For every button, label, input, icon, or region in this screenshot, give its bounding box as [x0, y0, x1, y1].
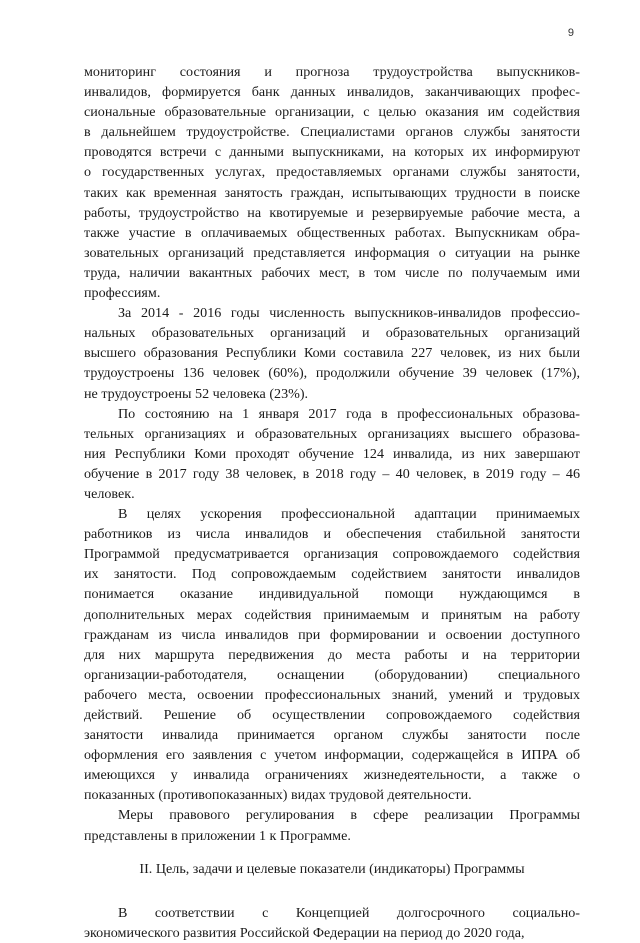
text-line: обучение в 2017 году 38 человек, в 2018 году – 40 человек, в 2019 году – 46 [84, 465, 580, 482]
text-line: не трудоустроены 52 человека (23%). [84, 385, 309, 402]
text-line: представлены в приложении 1 к Программе. [84, 827, 351, 844]
text-line: нальных образовательных организаций и образовательных организаций [84, 325, 580, 342]
text-line: В соответствии с Концепцией долгосрочного социально- [118, 904, 580, 921]
text-line: действий. Решение об осуществлении сопровождаемого содействия [84, 707, 580, 723]
text-line: экономического развития Российской Федерации на период до 2020 года, [84, 924, 525, 941]
text-line: для них маршрута передвижения до места работы и на территории [84, 646, 580, 663]
text-line: трудоустроены 136 человек (60%), продолжили обучение 39 человек (17%), [84, 365, 580, 382]
text-line: показанных (противопоказанных) видах трудовой деятельности. [84, 787, 472, 804]
text-line: рабочего места, освоении профессиональных знаний, умений и трудовых [84, 686, 580, 703]
text-line: понимается оказание индивидуальной помощи нуждающимся в [84, 586, 580, 603]
text-line: высшего образования Республики Коми составила 227 человек, из них были [84, 345, 580, 362]
page-number: 9 [567, 27, 574, 39]
text-line: труда, наличии вакантных рабочих мест, в том числе по получаемым ими [84, 264, 580, 281]
text-line: Меры правового регулирования в сфере реализации Программы [118, 807, 580, 824]
text-line: имеющихся у инвалида ограничениях жизнедеятельности, а также о [84, 767, 580, 784]
paragraph-2 [84, 303, 580, 403]
text-line: их занятости. Под сопровождаемым содействием занятости инвалидов [84, 566, 580, 583]
text-line: Программой предусматривается организация сопровождаемого содействия [84, 546, 580, 563]
text-line: зовательных организаций представляется информация о ситуации на рынке [84, 244, 580, 261]
text-line: гражданам из числа инвалидов при формировании и освоении доступного [84, 626, 580, 643]
text-line: По состоянию на 1 января 2017 года в профессиональных образова- [118, 405, 580, 422]
text-line: таких как временная занятость граждан, испытывающих трудности в поиске [84, 184, 580, 201]
text-line: мониторинг состояния и прогноза трудоустройства выпускников- [84, 64, 580, 80]
text-line: занятости инвалида принимается органом службы занятости после [84, 727, 580, 744]
text-line: профессиям. [84, 285, 161, 302]
text-line: В целях ускорения профессиональной адаптации принимаемых [118, 506, 580, 523]
text-line: о государственных услугах, предоставляемых органами службы занятости, [84, 164, 580, 181]
text-line: также участие в оплачиваемых общественных работах. Выпускникам обра- [84, 224, 580, 241]
text-line: оформления его заявления с учетом информации, содержащейся в ИПРА об [84, 747, 580, 764]
text-line: человек. [84, 485, 135, 502]
text-line: дополнительных мерах содействия принимаемым и принятым на работу [84, 606, 580, 623]
section-heading: II. Цель, задачи и целевые показатели (индикаторы) Программы [139, 860, 525, 877]
text-line: в дальнейшем трудоустройстве. Специалистами органов службы занятости [84, 124, 580, 141]
paragraph-3 [84, 404, 580, 504]
text-line: За 2014 - 2016 годы численность выпускников-инвалидов профессио- [118, 305, 580, 322]
text-line: ния Республики Коми проходят обучение 124 инвалида, из них завершают [84, 445, 580, 462]
text-line: инвалидов, формируется банк данных инвалидов, заканчивающих профес- [84, 84, 580, 101]
paragraph-4 [84, 504, 580, 805]
text-line: тельных организациях и образовательных организациях высшего образова- [84, 425, 580, 442]
heading-spacer [84, 879, 580, 903]
paragraph-5 [84, 805, 580, 845]
paragraph-1 [84, 62, 580, 303]
document-body [84, 62, 580, 943]
text-line: работы, трудоустройство на квотируемые и резервируемые рабочие места, а [84, 204, 580, 221]
text-line: сиональные образовательные организации, с целью оказания им содействия [84, 104, 580, 121]
text-line: организации-работодателя, оснащении (оборудовании) специального [84, 666, 580, 683]
text-line: работников из числа инвалидов и обеспечения стабильной занятости [84, 526, 580, 543]
paragraph-final [84, 903, 580, 943]
text-line: проводятся встречи с данными выпускниками, на которых их информируют [84, 144, 580, 161]
